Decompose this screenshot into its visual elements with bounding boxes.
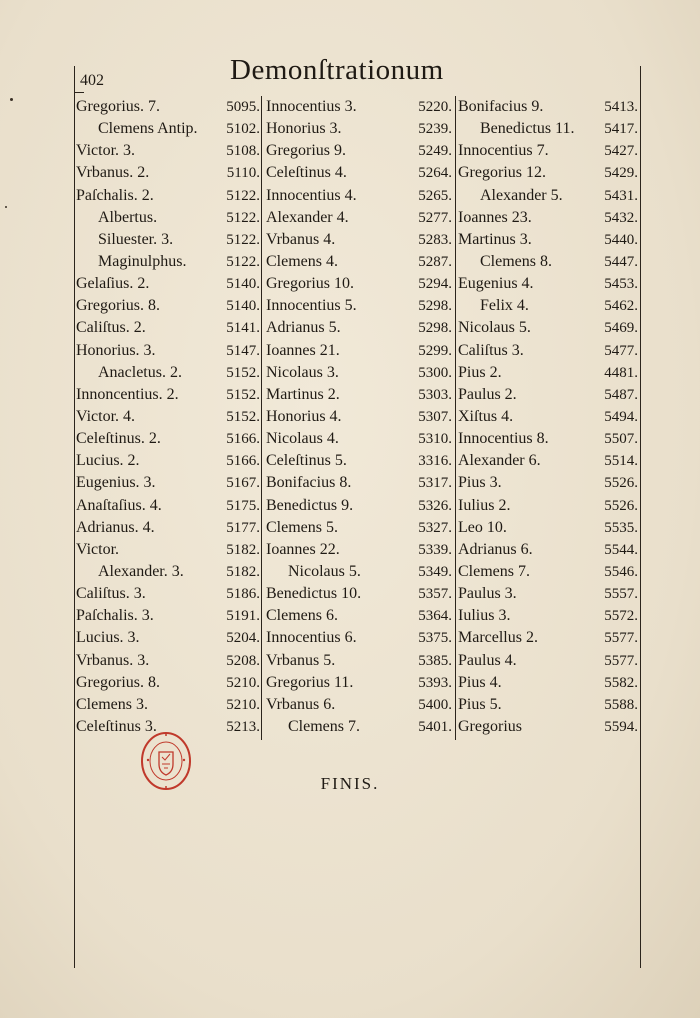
entry-number: 5526. [604, 475, 638, 492]
index-entry [266, 428, 452, 450]
index-entry [458, 406, 638, 428]
index-entry [76, 273, 260, 295]
entry-number: 5577. [604, 630, 638, 647]
index-entry [266, 694, 452, 716]
entry-number: 5294. [418, 276, 452, 293]
entry-name: Caliſtus. 3. [76, 585, 146, 603]
entry-name: Bonifacius 8. [266, 474, 352, 492]
entry-name: Clemens 4. [266, 252, 338, 270]
index-entry [76, 207, 260, 229]
index-entry [266, 229, 452, 251]
entry-number: 5186. [226, 586, 260, 603]
entry-name: Xiſtus 4. [458, 407, 514, 425]
entry-name: Alexander 6. [458, 452, 541, 470]
entry-name: Benedictus 10. [266, 585, 362, 603]
entry-number: 5357. [418, 586, 452, 603]
index-entry [458, 561, 638, 583]
index-column-2 [266, 96, 452, 738]
entry-name: Lucius. 3. [76, 629, 140, 647]
entry-number: 5310. [418, 431, 452, 448]
entry-number: 5339. [418, 541, 452, 558]
entry-number: 4481. [604, 364, 638, 381]
right-margin-rule [640, 66, 641, 968]
entry-name: Felix 4. [480, 297, 529, 315]
entry-number: 5462. [604, 298, 638, 315]
entry-name: Pius 5. [458, 695, 502, 713]
header-rule [74, 92, 84, 93]
index-entry [458, 650, 638, 672]
entry-name: Vrbanus. 3. [76, 651, 150, 669]
index-entry [266, 472, 452, 494]
index-entry [458, 428, 638, 450]
index-entry [458, 273, 638, 295]
entry-number: 5122. [226, 209, 260, 226]
entry-number: 5535. [604, 519, 638, 536]
index-entry [76, 694, 260, 716]
entry-number: 5303. [418, 386, 452, 403]
entry-name: Eugenius. 3. [76, 474, 156, 492]
index-entry [458, 450, 638, 472]
index-entry [266, 517, 452, 539]
entry-number: 5167. [226, 475, 260, 492]
index-entry [458, 694, 638, 716]
entry-name: Gregorius. 8. [76, 297, 160, 315]
entry-number: 5299. [418, 342, 452, 359]
entry-name: Adrianus. 4. [76, 518, 155, 536]
index-entry [76, 539, 260, 561]
index-entry [266, 672, 452, 694]
entry-number: 5208. [226, 652, 260, 669]
index-column-3 [458, 96, 638, 738]
index-entry [458, 472, 638, 494]
entry-number: 5431. [604, 187, 638, 204]
entry-number: 5283. [418, 231, 452, 248]
page-number: 402 [80, 72, 104, 89]
entry-number: 5239. [418, 121, 452, 138]
entry-number: 5220. [418, 99, 452, 115]
entry-number: 5401. [418, 718, 452, 735]
entry-name: Gregorius 12. [458, 164, 546, 182]
index-entry [76, 495, 260, 517]
entry-number: 5364. [418, 608, 452, 625]
entry-number: 5191. [226, 608, 260, 625]
entry-number: 5152. [226, 364, 260, 381]
finis-label: FINIS. [320, 774, 380, 793]
entry-number: 5140. [226, 276, 260, 293]
index-entry [266, 583, 452, 605]
entry-name: Marcellus 2. [458, 629, 538, 647]
entry-name: Caliſtus. 2. [76, 319, 146, 337]
entry-number: 5375. [418, 630, 452, 647]
entry-number: 5300. [418, 364, 452, 381]
index-entry [76, 583, 260, 605]
entry-number: 5588. [604, 696, 638, 713]
entry-name: Pius 3. [458, 474, 502, 492]
entry-name: Honorius. 3. [76, 341, 156, 359]
index-entry [458, 517, 638, 539]
entry-number: 5210. [226, 696, 260, 713]
entry-name: Celeſtinus. 2. [76, 430, 161, 448]
index-entry [76, 561, 260, 583]
entry-number: 5122. [226, 231, 260, 248]
entry-name: Innoncentius. 2. [76, 385, 179, 403]
entry-number: 5594. [604, 718, 638, 735]
index-entry [76, 406, 260, 428]
entry-name: Celeſtinus 3. [76, 717, 157, 735]
entry-number: 5432. [604, 209, 638, 226]
entry-number: 5177. [226, 519, 260, 536]
entry-name: Victor. 4. [76, 407, 136, 425]
index-entry [76, 185, 260, 207]
entry-name: Bonifacius 9. [458, 98, 544, 115]
index-entry [76, 672, 260, 694]
index-entry [76, 229, 260, 251]
entry-number: 5487. [604, 386, 638, 403]
index-entry [76, 251, 260, 273]
index-entry [76, 428, 260, 450]
entry-name: Benedictus 9. [266, 496, 354, 514]
entry-name: Alexander. 3. [98, 562, 184, 580]
index-entry [266, 340, 452, 362]
entry-number: 5572. [604, 608, 638, 625]
index-entry [458, 539, 638, 561]
entry-number: 5140. [226, 298, 260, 315]
entry-name: Ioannes 22. [266, 540, 340, 558]
index-entry [76, 517, 260, 539]
entry-name: Nicolaus 3. [266, 363, 339, 381]
entry-number: 5557. [604, 586, 638, 603]
entry-number: 5429. [604, 165, 638, 182]
entry-number: 5182. [226, 563, 260, 580]
index-entry [266, 650, 452, 672]
index-entry [76, 384, 260, 406]
entry-name: Gregorius 10. [266, 275, 354, 293]
entry-name: Innocentius 8. [458, 430, 549, 448]
entry-name: Lucius. 2. [76, 452, 140, 470]
entry-name: Innocentius 6. [266, 629, 357, 647]
entry-name: Innocentius 4. [266, 186, 357, 204]
entry-number: 5349. [418, 563, 452, 580]
entry-number: 5298. [418, 320, 452, 337]
index-entry [266, 295, 452, 317]
index-entry [76, 118, 260, 140]
index-entry [76, 605, 260, 627]
entry-name: Innocentius 5. [266, 297, 357, 315]
entry-name: Celeſtinus 4. [266, 164, 347, 182]
entry-name: Honorius 4. [266, 407, 342, 425]
entry-number: 5265. [418, 187, 452, 204]
entry-number: 5413. [604, 99, 638, 115]
entry-name: Victor. 3. [76, 142, 136, 160]
entry-number: 5440. [604, 231, 638, 248]
entry-number: 5507. [604, 431, 638, 448]
entry-name: Siluester. 3. [98, 230, 174, 248]
left-margin-rule [74, 66, 75, 968]
entry-number: 5122. [226, 187, 260, 204]
entry-number: 5494. [604, 408, 638, 425]
entry-number: 5249. [418, 143, 452, 160]
entry-number: 5327. [418, 519, 452, 536]
entry-name: Paulus 4. [458, 651, 517, 669]
index-entry [458, 295, 638, 317]
index-entry [76, 96, 260, 118]
index-entry [266, 96, 452, 118]
entry-name: Nicolaus 4. [266, 430, 339, 448]
entry-number: 5582. [604, 674, 638, 691]
index-entry [266, 539, 452, 561]
index-entry [458, 605, 638, 627]
entry-name: Ioannes 23. [458, 208, 532, 226]
index-entry [76, 295, 260, 317]
index-column-1 [76, 96, 260, 738]
index-entry [458, 118, 638, 140]
entry-name: Gregorius 11. [266, 673, 354, 691]
entry-name: Benedictus 11. [480, 120, 575, 138]
entry-name: Clemens 8. [480, 252, 552, 270]
entry-name: Paulus 2. [458, 385, 517, 403]
entry-name: Adrianus 6. [458, 540, 533, 558]
index-entry [458, 672, 638, 694]
entry-number: 5210. [226, 674, 260, 691]
index-entry [266, 317, 452, 339]
entry-name: Maginulphus. [98, 252, 187, 270]
entry-number: 5108. [226, 143, 260, 160]
column-divider-2 [455, 96, 456, 740]
entry-name: Gregorius 9. [266, 142, 346, 160]
index-entry [266, 207, 452, 229]
index-entry [266, 118, 452, 140]
entry-name: Martinus 2. [266, 385, 340, 403]
entry-name: Eugenius 4. [458, 275, 534, 293]
entry-name: Paſchalis. 2. [76, 186, 154, 204]
index-entry [266, 561, 452, 583]
index-entry [458, 96, 638, 118]
entry-name: Innocentius 3. [266, 98, 357, 115]
index-entry [458, 583, 638, 605]
index-entry [458, 362, 638, 384]
entry-number: 5102. [226, 121, 260, 138]
entry-number: 5307. [418, 408, 452, 425]
entry-number: 5447. [604, 253, 638, 270]
entry-number: 5477. [604, 342, 638, 359]
entry-name: Paulus 3. [458, 585, 517, 603]
entry-number: 5317. [418, 475, 452, 492]
entry-name: Vrbanus. 2. [76, 164, 150, 182]
entry-name: Alexander 5. [480, 186, 563, 204]
entry-number: 5277. [418, 209, 452, 226]
index-entry [266, 406, 452, 428]
entry-number: 5175. [226, 497, 260, 514]
entry-number: 5141. [226, 320, 260, 337]
entry-name: Ioannes 21. [266, 341, 340, 359]
index-entry [76, 317, 260, 339]
index-entry [76, 450, 260, 472]
entry-name: Celeſtinus 5. [266, 452, 347, 470]
index-entry [266, 251, 452, 273]
entry-number: 5393. [418, 674, 452, 691]
entry-number: 5427. [604, 143, 638, 160]
entry-number: 5417. [604, 121, 638, 138]
entry-number: 5546. [604, 563, 638, 580]
index-entry [266, 716, 452, 738]
entry-name: Victor. [76, 540, 120, 558]
entry-name: Alexander 4. [266, 208, 349, 226]
entry-name: Vrbanus 5. [266, 651, 336, 669]
index-entry [266, 384, 452, 406]
entry-number: 5326. [418, 497, 452, 514]
index-entry [458, 627, 638, 649]
index-entry [458, 716, 638, 738]
entry-name: Albertus. [98, 208, 158, 226]
entry-number: 5453. [604, 276, 638, 293]
entry-name: Pius 4. [458, 673, 502, 691]
index-entry [458, 185, 638, 207]
index-entry [76, 627, 260, 649]
entry-name: Gregorius. 7. [76, 98, 160, 115]
index-entry [458, 317, 638, 339]
entry-number: 5122. [226, 253, 260, 270]
entry-name: Nicolaus 5. [288, 562, 361, 580]
entry-name: Honorius 3. [266, 120, 342, 138]
index-entry [458, 495, 638, 517]
ink-speck [10, 98, 13, 101]
index-entry [76, 140, 260, 162]
entry-number: 5213. [226, 718, 260, 735]
entry-name: Pius 2. [458, 363, 502, 381]
index-entry [266, 495, 452, 517]
entry-number: 5204. [226, 630, 260, 647]
entry-name: Iulius 2. [458, 496, 511, 514]
entry-number: 5110. [226, 165, 260, 182]
entry-number: 5152. [226, 386, 260, 403]
entry-name: Gregorius. 8. [76, 673, 160, 691]
entry-name: Leo 10. [458, 518, 507, 536]
entry-number: 5166. [226, 431, 260, 448]
ink-speck [5, 206, 7, 208]
entry-name: Paſchalis. 3. [76, 607, 154, 625]
index-entry [266, 185, 452, 207]
entry-name: Gregorius [458, 717, 522, 735]
entry-name: Caliſtus 3. [458, 341, 524, 359]
index-entry [458, 251, 638, 273]
index-entry [266, 162, 452, 184]
entry-name: Clemens 5. [266, 518, 338, 536]
index-entry [266, 140, 452, 162]
entry-name: Anaſtaſius. 4. [76, 496, 162, 514]
index-entry [266, 605, 452, 627]
entry-number: 5577. [604, 652, 638, 669]
running-title: Demonſtrationum [230, 54, 444, 86]
entry-number: 5147. [226, 342, 260, 359]
index-entry [76, 472, 260, 494]
entry-name: Gelaſius. 2. [76, 275, 150, 293]
index-entry [458, 207, 638, 229]
entry-name: Anacletus. 2. [98, 363, 182, 381]
entry-name: Clemens Antip. [98, 120, 198, 138]
index-entry [458, 384, 638, 406]
entry-number: 5400. [418, 696, 452, 713]
index-entry [76, 340, 260, 362]
entry-number: 5469. [604, 320, 638, 337]
entry-name: Martinus 3. [458, 230, 532, 248]
entry-number: 5514. [604, 453, 638, 470]
entry-name: Iulius 3. [458, 607, 511, 625]
entry-number: 3316. [418, 453, 452, 470]
entry-number: 5095. [226, 99, 260, 115]
column-divider-1 [261, 96, 262, 740]
entry-number: 5264. [418, 165, 452, 182]
entry-number: 5152. [226, 408, 260, 425]
index-entry [458, 162, 638, 184]
entry-number: 5544. [604, 541, 638, 558]
entry-name: Vrbanus 4. [266, 230, 336, 248]
entry-number: 5182. [226, 541, 260, 558]
entry-name: Clemens 6. [266, 607, 338, 625]
entry-number: 5385. [418, 652, 452, 669]
entry-name: Clemens 7. [458, 562, 530, 580]
entry-name: Innocentius 7. [458, 142, 549, 160]
index-entry [458, 340, 638, 362]
entry-number: 5287. [418, 253, 452, 270]
entry-name: Adrianus 5. [266, 319, 341, 337]
entry-name: Nicolaus 5. [458, 319, 531, 337]
index-entry [458, 140, 638, 162]
entry-number: 5526. [604, 497, 638, 514]
entry-number: 5166. [226, 453, 260, 470]
entry-name: Clemens 7. [288, 717, 360, 735]
entry-number: 5298. [418, 298, 452, 315]
entry-name: Vrbanus 6. [266, 695, 336, 713]
index-entry [76, 650, 260, 672]
index-entry [266, 273, 452, 295]
entry-name: Clemens 3. [76, 695, 148, 713]
index-entry [76, 362, 260, 384]
index-entry [76, 162, 260, 184]
index-entry [266, 627, 452, 649]
index-entry [266, 362, 452, 384]
index-entry [266, 450, 452, 472]
index-entry [458, 229, 638, 251]
library-stamp-icon [140, 730, 192, 792]
